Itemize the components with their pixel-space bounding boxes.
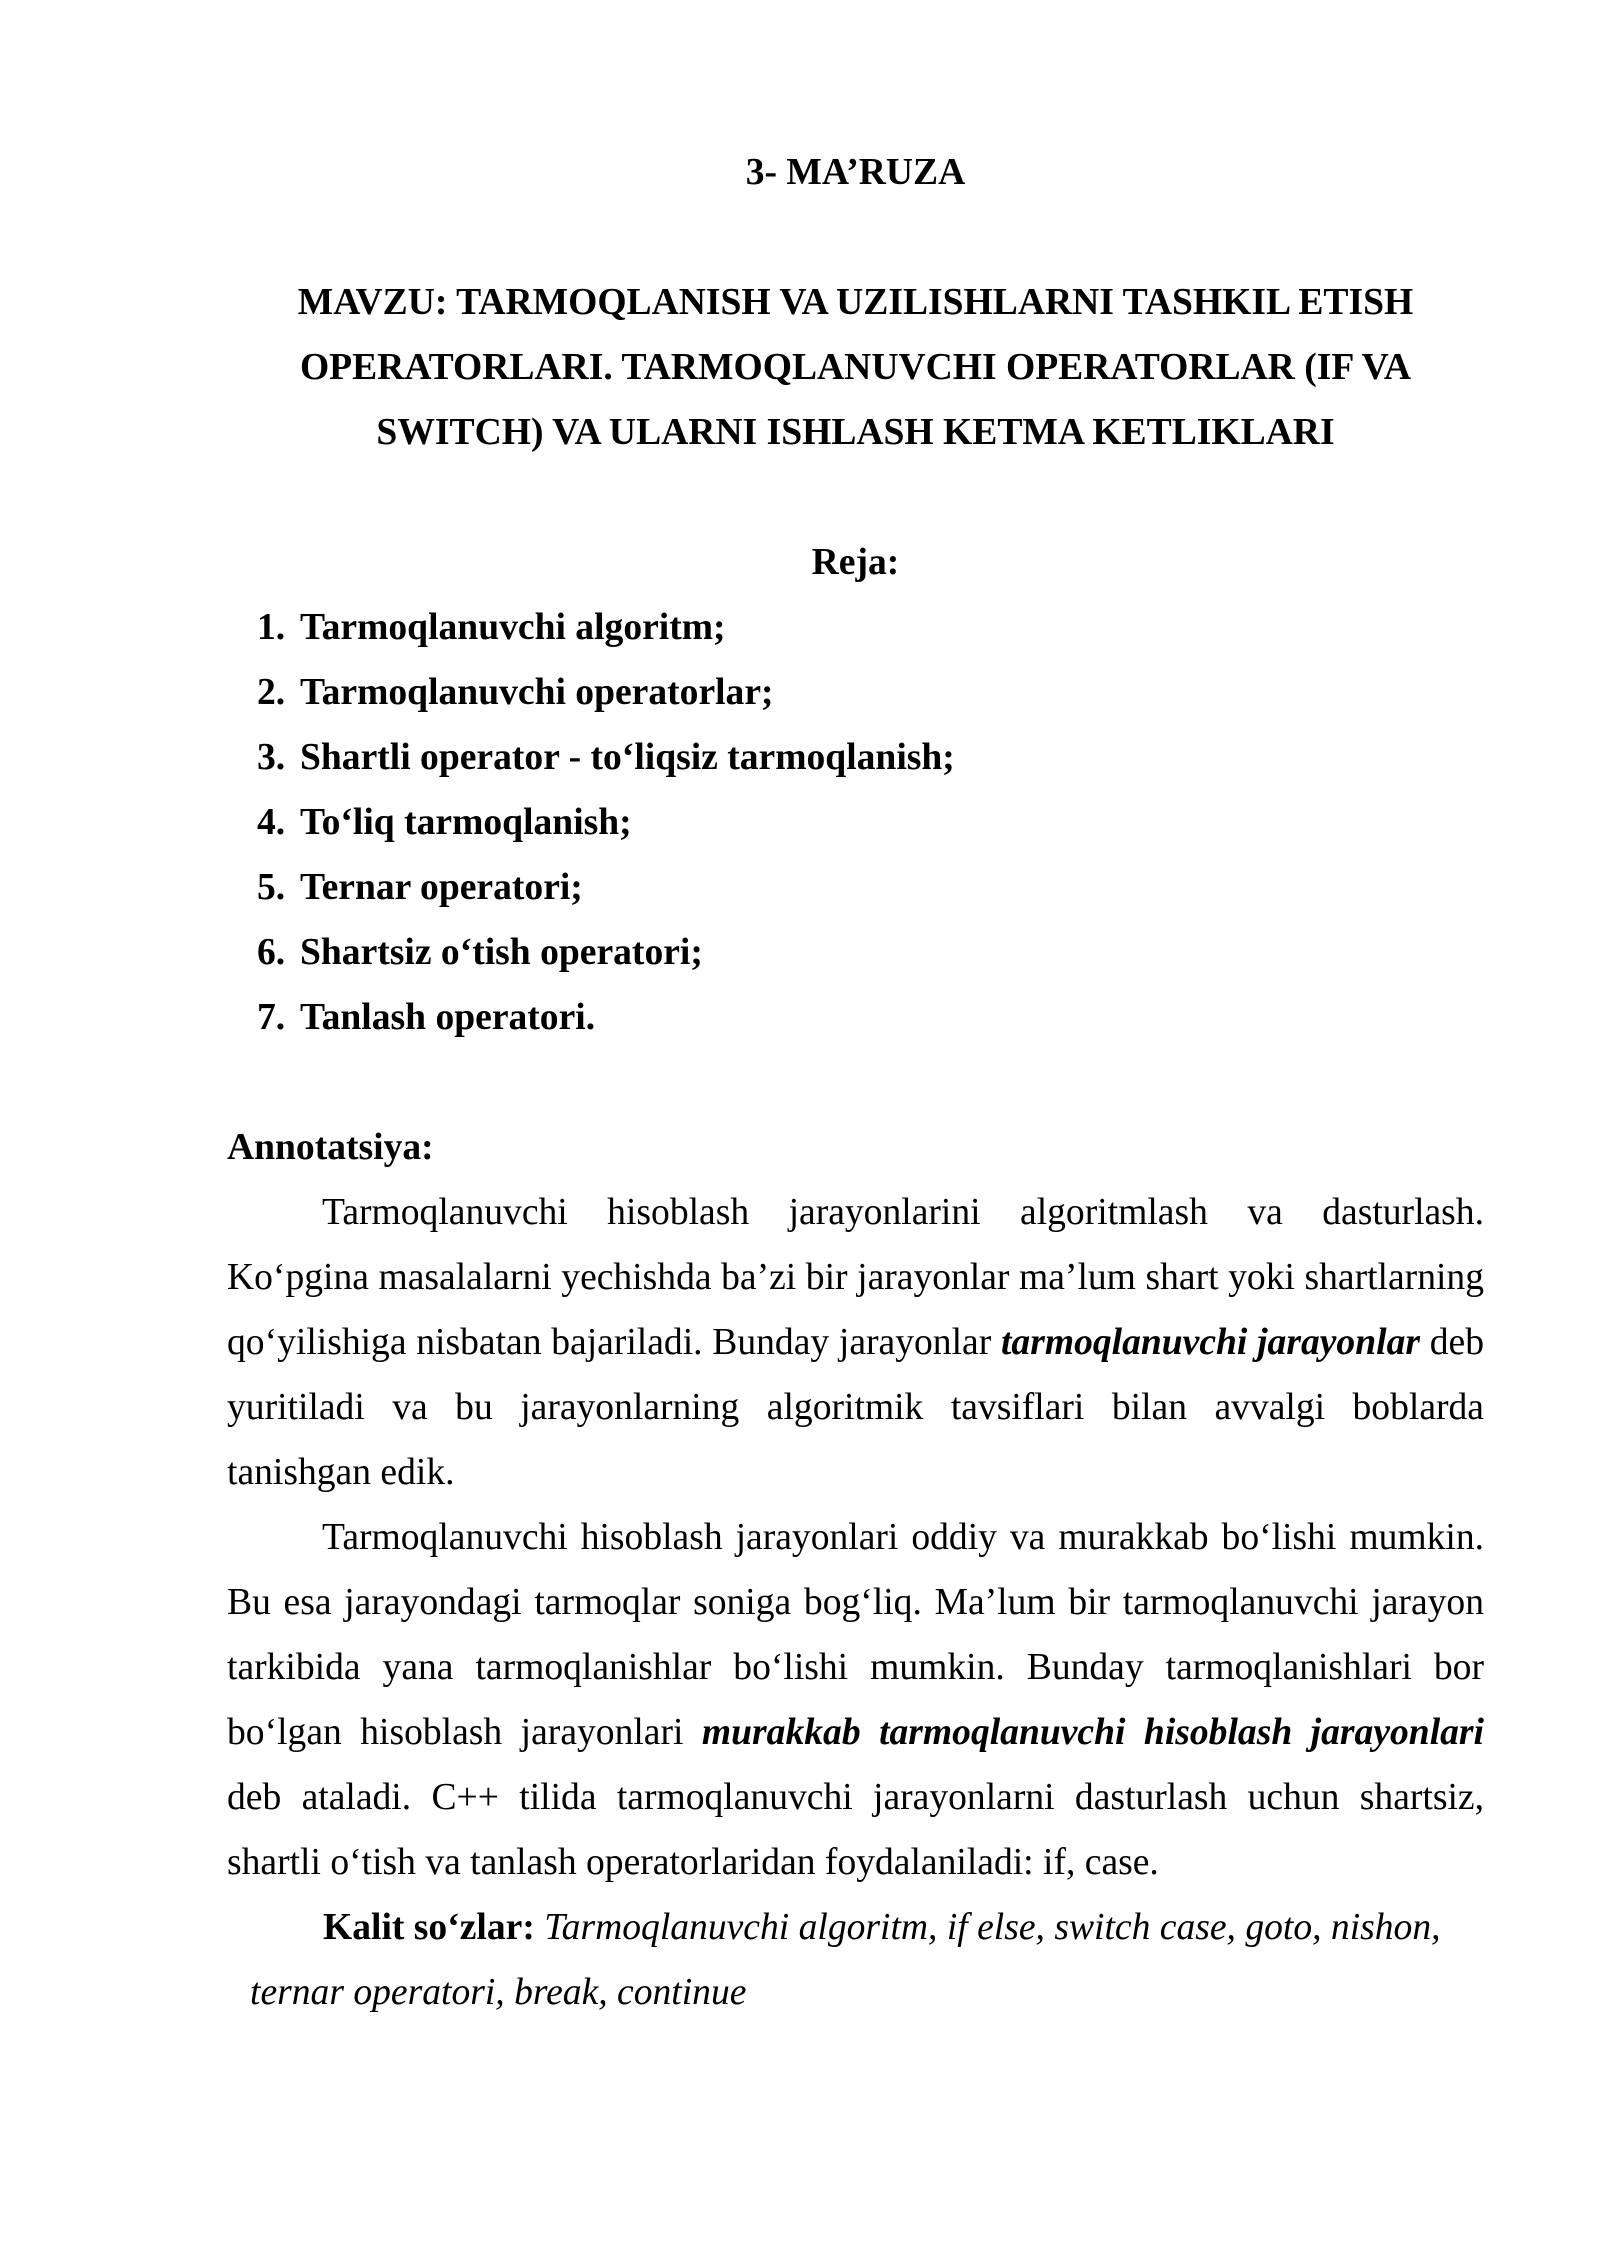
plan-item-number: 7. [257, 997, 286, 1038]
plan-item [257, 920, 1484, 985]
topic-heading-line: OPERATORLARI. TARMOQLANUVCHI OPERATORLAR (IF VA [299, 347, 1412, 388]
annotation-paragraph-1 [227, 1180, 1484, 1505]
plan-list [227, 595, 1484, 1050]
plan-item-number: 4. [257, 802, 286, 843]
plan-item-label: Tarmoqlanuvchi operatorlar; [300, 672, 774, 713]
plan-item-number: 1. [257, 607, 286, 648]
plan-item [257, 595, 1484, 660]
spacer [227, 1050, 1484, 1115]
plan-item-label: Ternar operatori; [300, 867, 583, 908]
keywords-paragraph [250, 1895, 1484, 2025]
plan-item-label: To‘liq tarmoqlanish; [300, 802, 632, 843]
plan-item-label: Tanlash operatori. [300, 997, 596, 1038]
plan-item [257, 790, 1484, 855]
annotation-paragraph-2 [227, 1505, 1484, 1895]
plan-item [257, 725, 1484, 790]
lecture-title: 3- MA’RUZA [745, 152, 966, 193]
text-run: deb yuritiladi va bu jarayonlarning algoritmik tavsiflari bilan avvalgi boblarda tanishgan edik. [227, 1322, 1484, 1493]
text-run: Tarmoqlanuvchi hisoblash jarayonlarini algoritmlash va dasturlash. Ko‘pgina masalalarni yechishda ba’zi bir jarayonlar ma’lum shart yoki shartlarning qo‘yilishiga nisbatan bajariladi. Bunday jarayonlar [227, 1192, 1484, 1363]
annotation-heading: Annotatsiya: [227, 1127, 434, 1168]
text-run: deb ataladi. C++ tilida tarmoqlanuvchi jarayonlarni dasturlash uchun shartsiz, shartli o‘tish va tanlash operatorlaridan foydalaniladi: if, case. [227, 1777, 1484, 1883]
plan-item-number: 6. [257, 932, 286, 973]
keywords-label: Kalit so‘zlar: [323, 1907, 535, 1948]
plan-item-label: Shartli operator - to‘liqsiz tarmoqlanish; [300, 737, 955, 778]
text-run-bold-italic: murakkab tarmoqlanuvchi hisoblash jarayonlari [701, 1712, 1484, 1753]
plan-item-number: 5. [257, 867, 286, 908]
plan-item [257, 985, 1484, 1050]
plan-item [257, 855, 1484, 920]
plan-title: Reja: [811, 542, 900, 583]
plan-item [257, 660, 1484, 725]
topic-heading-line: SWITCH) VA ULARNI ISHLASH KETMA KETLIKLARI [376, 412, 1335, 453]
plan-item-label: Shartsiz o‘tish operatori; [300, 932, 703, 973]
plan-item-number: 2. [257, 672, 286, 713]
topic-heading [227, 270, 1484, 465]
spacer [227, 205, 1484, 270]
plan-item-label: Tarmoqlanuvchi algoritm; [300, 607, 726, 648]
plan-item-number: 3. [257, 737, 286, 778]
text-run: Tarmoqlanuvchi hisoblash jarayonlari oddiy va murakkab bo‘lishi mumkin. Bu esa jarayondagi tarmoqlar soniga bog‘liq. Ma’lum bir tarmoqlanuvchi jarayon tarkibida yana tarmoqlanishlar bo‘lishi mumkin. Bunday tarmoqlanishlari bor bo‘lgan hisoblash jarayonlari [227, 1517, 1484, 1753]
text-run-bold-italic: tarmoqlanuvchi jarayonlar [1000, 1322, 1420, 1363]
topic-heading-line: MAVZU: TARMOQLANISH VA UZILISHLARNI TASHKIL ETISH [297, 282, 1414, 323]
spacer [227, 465, 1484, 530]
keywords-text: Tarmoqlanuvchi algoritm, if else, switch case, goto, nishon, ternar operatori, break, continue [250, 1907, 1441, 2013]
